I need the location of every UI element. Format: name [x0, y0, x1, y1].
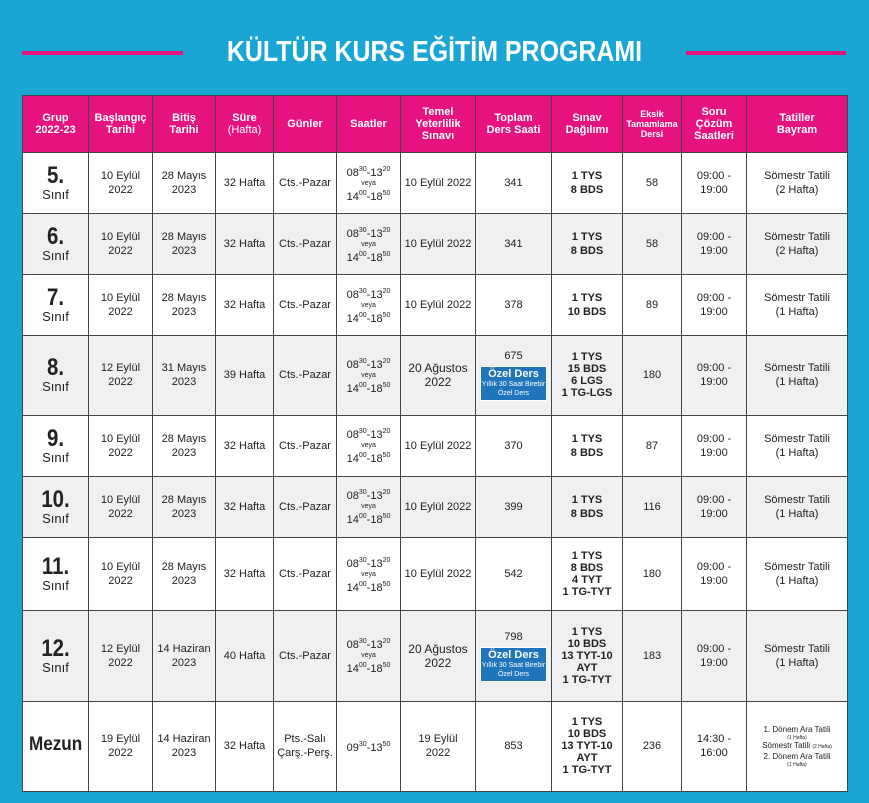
- total-hours: 341: [476, 214, 552, 275]
- table-row: [23, 214, 848, 275]
- start-date: 19 Eylül 2022: [89, 701, 153, 791]
- exam-date: 20 Ağustos 2022: [401, 336, 476, 415]
- total-hours: 542: [476, 537, 552, 611]
- start-date: 10 Eylül 2022: [89, 275, 153, 336]
- header-soru: Soru Çözüm Saatleri: [682, 96, 747, 153]
- hours: $08^{30}-13^{20}$ veya $14^{00}-18^{50}$: [337, 476, 401, 537]
- tatiller: Sömestr Tatili (1 Hafta): [747, 336, 848, 415]
- ozel-ders-badge: Özel Ders Yıllık 30 Saat Birebir Özel Ders: [480, 647, 547, 682]
- tatiller: 1. Dönem Ara Tatili (1 Hafta) Sömestr Tatili (2 Hafta) 2. Dönem Ara Tatili (1 Hafta): [747, 701, 848, 791]
- page-title: KÜLTÜR KURS EĞİTİM PROGRAMI: [226, 36, 643, 68]
- grade-cell: 11. Sınıf: [23, 537, 89, 611]
- total-hours: 798 Özel Ders Yıllık 30 Saat Birebir Özel Ders: [476, 611, 552, 701]
- eksik-dersi: 180: [623, 537, 682, 611]
- exam-date: 10 Eylül 2022: [401, 275, 476, 336]
- exam-distribution: 1 TYS 8 BDS: [552, 476, 623, 537]
- table-row: [23, 611, 848, 701]
- grade-cell: 7. Sınıf: [23, 275, 89, 336]
- start-date: 12 Eylül 2022: [89, 611, 153, 701]
- header-eksik: Eksik Tamamlama Dersi: [623, 96, 682, 153]
- table-row: [23, 415, 848, 476]
- exam-date: 10 Eylül 2022: [401, 214, 476, 275]
- start-date: 10 Eylül 2022: [89, 537, 153, 611]
- duration: 32 Hafta: [216, 537, 274, 611]
- start-date: 10 Eylül 2022: [89, 153, 153, 214]
- grade-cell: 6. Sınıf: [23, 214, 89, 275]
- duration: 39 Hafta: [216, 336, 274, 415]
- total-hours: 399: [476, 476, 552, 537]
- total-hours: 853: [476, 701, 552, 791]
- header-gunler: Günler: [274, 96, 337, 153]
- total-hours: 341: [476, 153, 552, 214]
- eksik-dersi: 183: [623, 611, 682, 701]
- soru-saatleri: 09:00 - 19:00: [682, 153, 747, 214]
- days: Cts.-Pazar: [274, 214, 337, 275]
- grade-cell: 12. Sınıf: [23, 611, 89, 701]
- header-sure: Süre (Hafta): [216, 96, 274, 153]
- header-toplam: Toplam Ders Saati: [476, 96, 552, 153]
- hours: $08^{30}-13^{20}$ veya $14^{00}-18^{50}$: [337, 153, 401, 214]
- tatiller: Sömestr Tatili (1 Hafta): [747, 476, 848, 537]
- total-hours: 378: [476, 275, 552, 336]
- exam-date: 19 Eylül 2022: [401, 701, 476, 791]
- hours: $08^{30}-13^{20}$ veya $14^{00}-18^{50}$: [337, 611, 401, 701]
- tatiller: Sömestr Tatili (1 Hafta): [747, 275, 848, 336]
- exam-distribution: 1 TYS 8 BDS: [552, 153, 623, 214]
- table-row: [23, 701, 848, 791]
- total-hours: 370: [476, 415, 552, 476]
- grade-cell: 9. Sınıf: [23, 415, 89, 476]
- exam-date: 10 Eylül 2022: [401, 476, 476, 537]
- header-bitis: Bitiş Tarihi: [153, 96, 216, 153]
- soru-saatleri: 09:00 - 19:00: [682, 214, 747, 275]
- grade-cell: 10. Sınıf: [23, 476, 89, 537]
- exam-distribution: 1 TYS 10 BDS 13 TYT-10 AYT 1 TG-TYT: [552, 611, 623, 701]
- hours: $08^{30}-13^{20}$ veya $14^{00}-18^{50}$: [337, 537, 401, 611]
- duration: 40 Hafta: [216, 611, 274, 701]
- duration: 32 Hafta: [216, 275, 274, 336]
- exam-date: 10 Eylül 2022: [401, 537, 476, 611]
- days: Cts.-Pazar: [274, 611, 337, 701]
- soru-saatleri: 09:00 - 19:00: [682, 611, 747, 701]
- exam-distribution: 1 TYS 8 BDS: [552, 415, 623, 476]
- days: Cts.-Pazar: [274, 415, 337, 476]
- table-row: [23, 153, 848, 214]
- grade-cell: Mezun: [23, 701, 89, 791]
- eksik-dersi: 87: [623, 415, 682, 476]
- duration: 32 Hafta: [216, 153, 274, 214]
- start-date: 10 Eylül 2022: [89, 214, 153, 275]
- eksik-dersi: 58: [623, 214, 682, 275]
- duration: 32 Hafta: [216, 415, 274, 476]
- tatiller: Sömestr Tatili (1 Hafta): [747, 537, 848, 611]
- start-date: 10 Eylül 2022: [89, 415, 153, 476]
- end-date: 28 Mayıs 2023: [153, 537, 216, 611]
- eksik-dersi: 180: [623, 336, 682, 415]
- eksik-dersi: 89: [623, 275, 682, 336]
- duration: 32 Hafta: [216, 701, 274, 791]
- soru-saatleri: 09:00 - 19:00: [682, 275, 747, 336]
- tatiller: Sömestr Tatili (1 Hafta): [747, 415, 848, 476]
- hours: $08^{30}-13^{20}$ veya $14^{00}-18^{50}$: [337, 275, 401, 336]
- header-temel: Temel Yeterlilik Sınavı: [401, 96, 476, 153]
- header-grup: Grup 2022-23: [23, 96, 89, 153]
- grade-cell: 5. Sınıf: [23, 153, 89, 214]
- tatiller: Sömestr Tatili (2 Hafta): [747, 214, 848, 275]
- header-row: [23, 96, 848, 153]
- exam-distribution: 1 TYS 8 BDS 4 TYT 1 TG-TYT: [552, 537, 623, 611]
- exam-date: 10 Eylül 2022: [401, 415, 476, 476]
- eksik-dersi: 116: [623, 476, 682, 537]
- end-date: 28 Mayıs 2023: [153, 415, 216, 476]
- end-date: 28 Mayıs 2023: [153, 214, 216, 275]
- table-row: [23, 336, 848, 415]
- soru-saatleri: 09:00 - 19:00: [682, 415, 747, 476]
- days: Pts.-Salı Çarş.-Perş.: [274, 701, 337, 791]
- table-row: [23, 476, 848, 537]
- eksik-dersi: 236: [623, 701, 682, 791]
- title-line-right: [686, 51, 846, 55]
- exam-distribution: 1 TYS 8 BDS: [552, 214, 623, 275]
- end-date: 14 Haziran 2023: [153, 611, 216, 701]
- header-tatiller: Tatiller Bayram: [747, 96, 848, 153]
- end-date: 28 Mayıs 2023: [153, 275, 216, 336]
- hours: $09^{30}-13^{50}$: [337, 701, 401, 791]
- soru-saatleri: 09:00 - 19:00: [682, 336, 747, 415]
- hours: $08^{30}-13^{20}$ veya $14^{00}-18^{50}$: [337, 336, 401, 415]
- days: Cts.-Pazar: [274, 153, 337, 214]
- eksik-dersi: 58: [623, 153, 682, 214]
- table-row: [23, 537, 848, 611]
- end-date: 28 Mayıs 2023: [153, 476, 216, 537]
- soru-saatleri: 14:30 - 16:00: [682, 701, 747, 791]
- days: Cts.-Pazar: [274, 336, 337, 415]
- duration: 32 Hafta: [216, 476, 274, 537]
- ozel-ders-badge: Özel Ders Yıllık 30 Saat Birebir Özel Ders: [480, 366, 547, 401]
- start-date: 10 Eylül 2022: [89, 476, 153, 537]
- tatiller: Sömestr Tatili (2 Hafta): [747, 153, 848, 214]
- end-date: 31 Mayıs 2023: [153, 336, 216, 415]
- title-line-left: [22, 51, 183, 55]
- days: Cts.-Pazar: [274, 476, 337, 537]
- header-saatler: Saatler: [337, 96, 401, 153]
- tatiller: Sömestr Tatili (1 Hafta): [747, 611, 848, 701]
- header-sinav: Sınav Dağılımı: [552, 96, 623, 153]
- days: Cts.-Pazar: [274, 537, 337, 611]
- start-date: 12 Eylül 2022: [89, 336, 153, 415]
- hours: $08^{30}-13^{20}$ veya $14^{00}-18^{50}$: [337, 415, 401, 476]
- total-hours: 675 Özel Ders Yıllık 30 Saat Birebir Özel Ders: [476, 336, 552, 415]
- exam-distribution: 1 TYS 10 BDS 13 TYT-10 AYT 1 TG-TYT: [552, 701, 623, 791]
- soru-saatleri: 09:00 - 19:00: [682, 537, 747, 611]
- exam-distribution: 1 TYS 15 BDS 6 LGS 1 TG-LGS: [552, 336, 623, 415]
- grade-cell: 8. Sınıf: [23, 336, 89, 415]
- duration: 32 Hafta: [216, 214, 274, 275]
- program-table: [22, 95, 848, 792]
- table-row: [23, 275, 848, 336]
- exam-distribution: 1 TYS 10 BDS: [552, 275, 623, 336]
- end-date: 28 Mayıs 2023: [153, 153, 216, 214]
- exam-date: 20 Ağustos 2022: [401, 611, 476, 701]
- exam-date: 10 Eylül 2022: [401, 153, 476, 214]
- soru-saatleri: 09:00 - 19:00: [682, 476, 747, 537]
- end-date: 14 Haziran 2023: [153, 701, 216, 791]
- hours: $08^{30}-13^{20}$ veya $14^{00}-18^{50}$: [337, 214, 401, 275]
- days: Cts.-Pazar: [274, 275, 337, 336]
- header-baslangic: Başlangıç Tarihi: [89, 96, 153, 153]
